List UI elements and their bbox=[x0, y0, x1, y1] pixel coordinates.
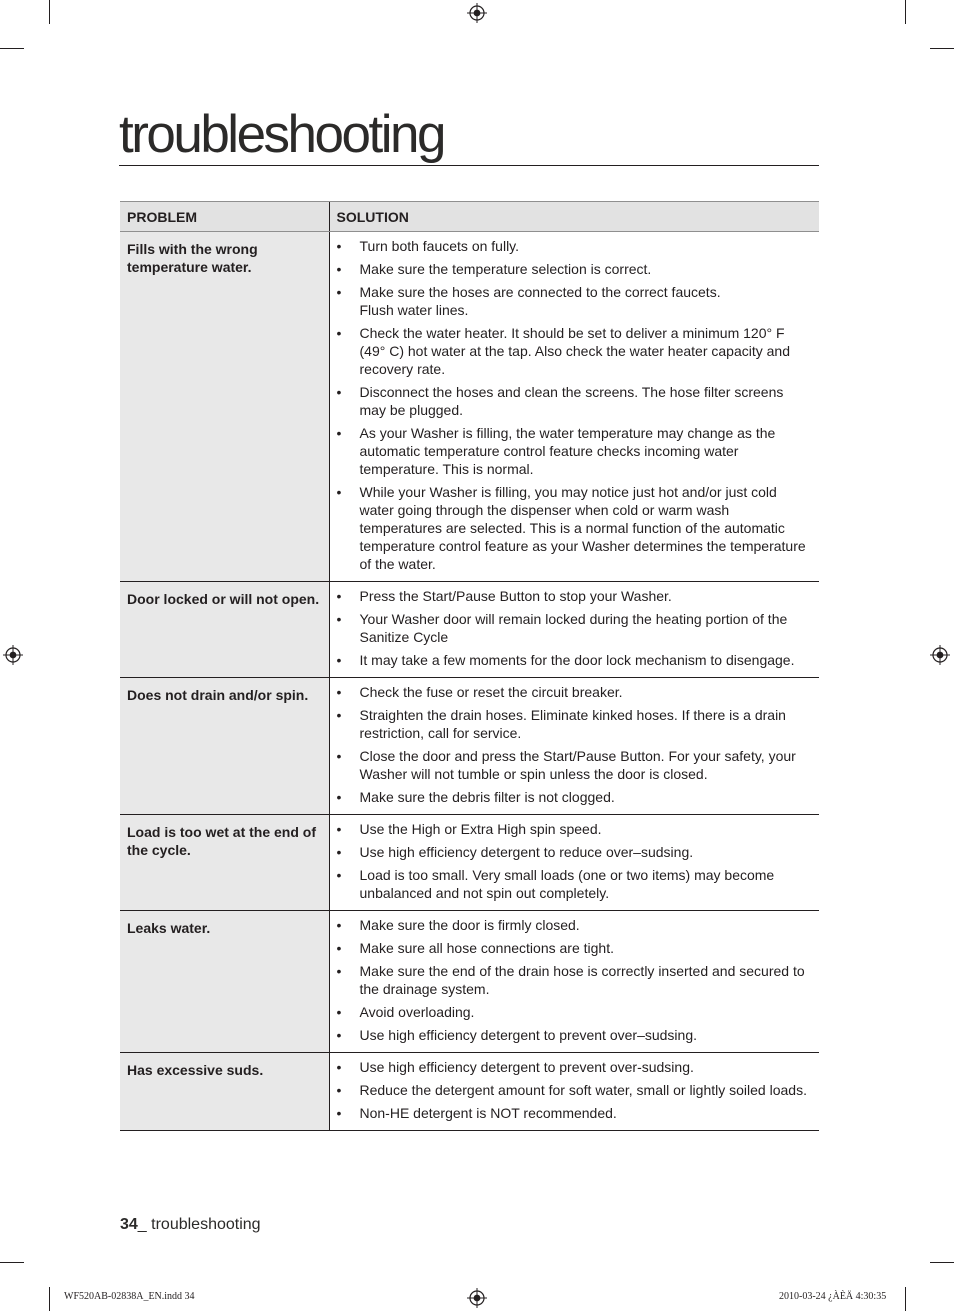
solution-text: Use the High or Extra High spin speed. bbox=[359, 821, 602, 837]
bullet-icon: • bbox=[336, 384, 342, 400]
print-slug-date: 2010-03-24 ¿ÀÈÄ 4:30:35 bbox=[779, 1291, 887, 1302]
solution-list bbox=[336, 916, 812, 1044]
table-row bbox=[120, 1053, 819, 1131]
bullet-icon: • bbox=[336, 963, 342, 979]
solution-item bbox=[336, 260, 812, 278]
page-number: 34 bbox=[120, 1216, 138, 1233]
bullet-icon: • bbox=[336, 588, 342, 604]
crop-mark-right-top bbox=[930, 48, 954, 49]
bullet-icon: • bbox=[336, 748, 342, 764]
solution-item bbox=[336, 424, 812, 478]
solution-item bbox=[336, 383, 812, 419]
solution-text: Non-HE detergent is NOT recommended. bbox=[359, 1105, 617, 1121]
page-title: troubleshooting bbox=[119, 105, 444, 164]
solution-cell bbox=[329, 1053, 819, 1131]
bullet-icon: • bbox=[336, 917, 342, 933]
table-row bbox=[120, 815, 819, 911]
solution-text: Make sure the door is firmly closed. bbox=[359, 917, 580, 933]
bullet-icon: • bbox=[336, 940, 342, 956]
bullet-icon: • bbox=[336, 484, 342, 500]
print-slug-file: WF520AB-02838A_EN.indd 34 bbox=[64, 1291, 195, 1302]
troubleshooting-table bbox=[120, 201, 819, 1131]
solution-text: Make sure the end of the drain hose is correctly inserted and secured to the drainage system. bbox=[359, 963, 805, 997]
bullet-icon: • bbox=[336, 261, 342, 277]
bullet-icon: • bbox=[336, 611, 342, 627]
solution-item bbox=[336, 1104, 812, 1122]
bullet-icon: • bbox=[336, 1027, 342, 1043]
table-row bbox=[120, 232, 819, 582]
solution-text: Load is too small. Very small loads (one or two items) may become unbalanced and not spin out completely. bbox=[359, 867, 775, 901]
solution-item bbox=[336, 788, 812, 806]
solution-list bbox=[336, 683, 812, 806]
solution-cell bbox=[329, 815, 819, 911]
table-header-row bbox=[120, 202, 819, 232]
bullet-icon: • bbox=[336, 707, 342, 723]
bullet-icon: • bbox=[336, 1059, 342, 1075]
solution-text: Use high efficiency detergent to prevent over–sudsing. bbox=[359, 1027, 698, 1043]
solution-text: Make sure the debris filter is not clogged. bbox=[359, 789, 615, 805]
solution-text: Make sure the hoses are connected to the correct faucets. Flush water lines. bbox=[359, 284, 721, 318]
bullet-icon: • bbox=[336, 238, 342, 254]
solution-text: Press the Start/Pause Button to stop your Washer. bbox=[359, 588, 672, 604]
solution-text: Reduce the detergent amount for soft water, small or lightly soiled loads. bbox=[359, 1082, 807, 1098]
bullet-icon: • bbox=[336, 652, 342, 668]
header-solution: SOLUTION bbox=[329, 202, 819, 232]
solution-item bbox=[336, 283, 812, 319]
title-underline bbox=[119, 165, 819, 166]
solution-item bbox=[336, 237, 812, 255]
solution-list bbox=[336, 237, 812, 573]
solution-item bbox=[336, 706, 812, 742]
solution-item bbox=[336, 683, 812, 701]
problem-cell: Leaks water. bbox=[120, 911, 329, 1053]
problem-cell: Has excessive suds. bbox=[120, 1053, 329, 1131]
problem-cell: Load is too wet at the end of the cycle. bbox=[120, 815, 329, 911]
solution-item bbox=[336, 916, 812, 934]
bullet-icon: • bbox=[336, 821, 342, 837]
solution-cell bbox=[329, 678, 819, 815]
header-problem: PROBLEM bbox=[120, 202, 329, 232]
solution-list bbox=[336, 820, 812, 902]
solution-cell bbox=[329, 911, 819, 1053]
solution-text: Make sure the temperature selection is correct. bbox=[359, 261, 652, 277]
crop-mark-top-left bbox=[49, 0, 50, 24]
bullet-icon: • bbox=[336, 684, 342, 700]
bullet-icon: • bbox=[336, 1105, 342, 1121]
solution-item bbox=[336, 1026, 812, 1044]
bullet-icon: • bbox=[336, 284, 342, 300]
registration-mark-right-icon bbox=[930, 645, 950, 665]
crop-mark-right-bottom bbox=[930, 1262, 954, 1263]
solution-text: Check the water heater. It should be set to deliver a minimum 120° F (49° C) hot water at the tap. Also check the water heater capacity and recovery rate. bbox=[359, 325, 790, 377]
bullet-icon: • bbox=[336, 844, 342, 860]
solution-text: Use high efficiency detergent to prevent over-sudsing. bbox=[359, 1059, 694, 1075]
solution-text: Avoid overloading. bbox=[359, 1004, 475, 1020]
solution-text: Straighten the drain hoses. Eliminate kinked hoses. If there is a drain restriction, call for service. bbox=[359, 707, 786, 741]
solution-cell bbox=[329, 232, 819, 582]
solution-text: Use high efficiency detergent to reduce over–sudsing. bbox=[359, 844, 694, 860]
bullet-icon: • bbox=[336, 425, 342, 441]
solution-item bbox=[336, 843, 812, 861]
solution-item bbox=[336, 483, 812, 573]
page-footer bbox=[120, 1216, 261, 1234]
solution-text: Check the fuse or reset the circuit breaker. bbox=[359, 684, 623, 700]
problem-cell: Fills with the wrong temperature water. bbox=[120, 232, 329, 582]
problem-cell: Door locked or will not open. bbox=[120, 582, 329, 678]
solution-text: Your Washer door will remain locked during the heating portion of the Sanitize Cycle bbox=[359, 611, 788, 645]
table-row bbox=[120, 911, 819, 1053]
solution-list bbox=[336, 587, 812, 669]
bullet-icon: • bbox=[336, 1082, 342, 1098]
solution-text: Make sure all hose connections are tight. bbox=[359, 940, 614, 956]
bullet-icon: • bbox=[336, 789, 342, 805]
solution-text: It may take a few moments for the door lock mechanism to disengage. bbox=[359, 652, 795, 668]
solution-item bbox=[336, 610, 812, 646]
registration-mark-left-icon bbox=[3, 645, 23, 665]
solution-list bbox=[336, 1058, 812, 1122]
bullet-icon: • bbox=[336, 867, 342, 883]
solution-item bbox=[336, 962, 812, 998]
solution-item bbox=[336, 587, 812, 605]
crop-mark-left-bottom bbox=[0, 1262, 24, 1263]
solution-item bbox=[336, 651, 812, 669]
solution-item bbox=[336, 1003, 812, 1021]
solution-item bbox=[336, 324, 812, 378]
problem-cell: Does not drain and/or spin. bbox=[120, 678, 329, 815]
solution-text: As your Washer is filling, the water temperature may change as the automatic temperature control feature checks incoming water temperature. This is normal. bbox=[359, 425, 776, 477]
solution-item bbox=[336, 866, 812, 902]
registration-mark-bottom-icon bbox=[467, 1288, 487, 1308]
solution-item bbox=[336, 1081, 812, 1099]
table-body bbox=[120, 232, 819, 1131]
solution-item bbox=[336, 820, 812, 838]
table-row bbox=[120, 678, 819, 815]
solution-cell bbox=[329, 582, 819, 678]
solution-item bbox=[336, 939, 812, 957]
crop-mark-bottom-left bbox=[49, 1287, 50, 1311]
crop-mark-bottom-right bbox=[905, 1287, 906, 1311]
solution-text: Turn both faucets on fully. bbox=[359, 238, 520, 254]
solution-item bbox=[336, 747, 812, 783]
crop-mark-top-right bbox=[905, 0, 906, 24]
registration-mark-top-icon bbox=[467, 3, 487, 23]
solution-text: Disconnect the hoses and clean the screens. The hose filter screens may be plugged. bbox=[359, 384, 784, 418]
bullet-icon: • bbox=[336, 325, 342, 341]
solution-text: Close the door and press the Start/Pause Button. For your safety, your Washer will not tumble or spin unless the door is closed. bbox=[359, 748, 796, 782]
crop-mark-left-top bbox=[0, 48, 24, 49]
bullet-icon: • bbox=[336, 1004, 342, 1020]
footer-section-label: _ troubleshooting bbox=[137, 1216, 261, 1233]
solution-text: While your Washer is filling, you may notice just hot and/or just cold water going through the dispenser when cold or warm wash temperatures are selected. This is a normal function of the automatic temperature control feature as your Washer determines the temperature of the water. bbox=[359, 484, 806, 572]
table-row bbox=[120, 582, 819, 678]
solution-item bbox=[336, 1058, 812, 1076]
